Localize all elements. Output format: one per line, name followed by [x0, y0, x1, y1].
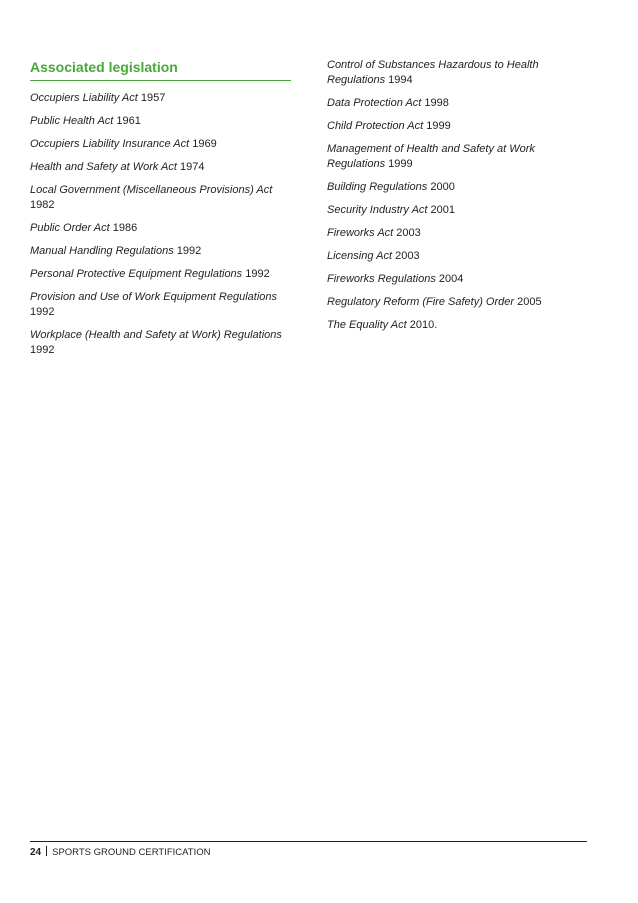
legislation-item: Public Health Act 1961 — [30, 115, 141, 127]
heading-divider — [30, 80, 291, 81]
legislation-item: Fireworks Regulations 2004 — [327, 273, 464, 285]
footer-section-title: SPORTS GROUND CERTIFICATION — [52, 847, 211, 858]
footer-separator — [46, 846, 47, 856]
legislation-item: Occupiers Liability Insurance Act 1969 — [30, 138, 217, 150]
legislation-item: Public Order Act 1986 — [30, 222, 138, 234]
legislation-item: Health and Safety at Work Act 1974 — [30, 161, 205, 173]
legislation-item: Building Regulations 2000 — [327, 181, 455, 193]
section-heading: Associated legislation — [30, 59, 178, 75]
page-footer — [30, 846, 210, 859]
legislation-item: Personal Protective Equipment Regulations 1992 — [30, 268, 270, 280]
legislation-item: Occupiers Liability Act 1957 — [30, 92, 166, 104]
footer-divider — [30, 841, 587, 842]
legislation-item: Fireworks Act 2003 — [327, 227, 421, 239]
legislation-item: Manual Handling Regulations 1992 — [30, 245, 202, 257]
right-column — [327, 58, 589, 341]
legislation-item: Local Government (Miscellaneous Provisions) Act 1982 — [30, 184, 273, 211]
legislation-item: Workplace (Health and Safety at Work) Regulations 1992 — [30, 329, 282, 356]
legislation-item: Provision and Use of Work Equipment Regulations 1992 — [30, 291, 278, 318]
legislation-item: Security Industry Act 2001 — [327, 204, 456, 216]
legislation-item: Licensing Act 2003 — [327, 250, 420, 262]
legislation-item: Child Protection Act 1999 — [327, 120, 451, 132]
legislation-item: Management of Health and Safety at Work Regulations 1999 — [327, 143, 535, 170]
legislation-item: The Equality Act 2010. — [327, 319, 438, 331]
legislation-item: Data Protection Act 1998 — [327, 97, 449, 109]
left-column — [30, 58, 292, 366]
legislation-item: Regulatory Reform (Fire Safety) Order 2005 — [327, 296, 542, 308]
page-number: 24 — [30, 847, 42, 858]
legislation-item: Control of Substances Hazardous to Health Regulations 1994 — [327, 59, 539, 86]
